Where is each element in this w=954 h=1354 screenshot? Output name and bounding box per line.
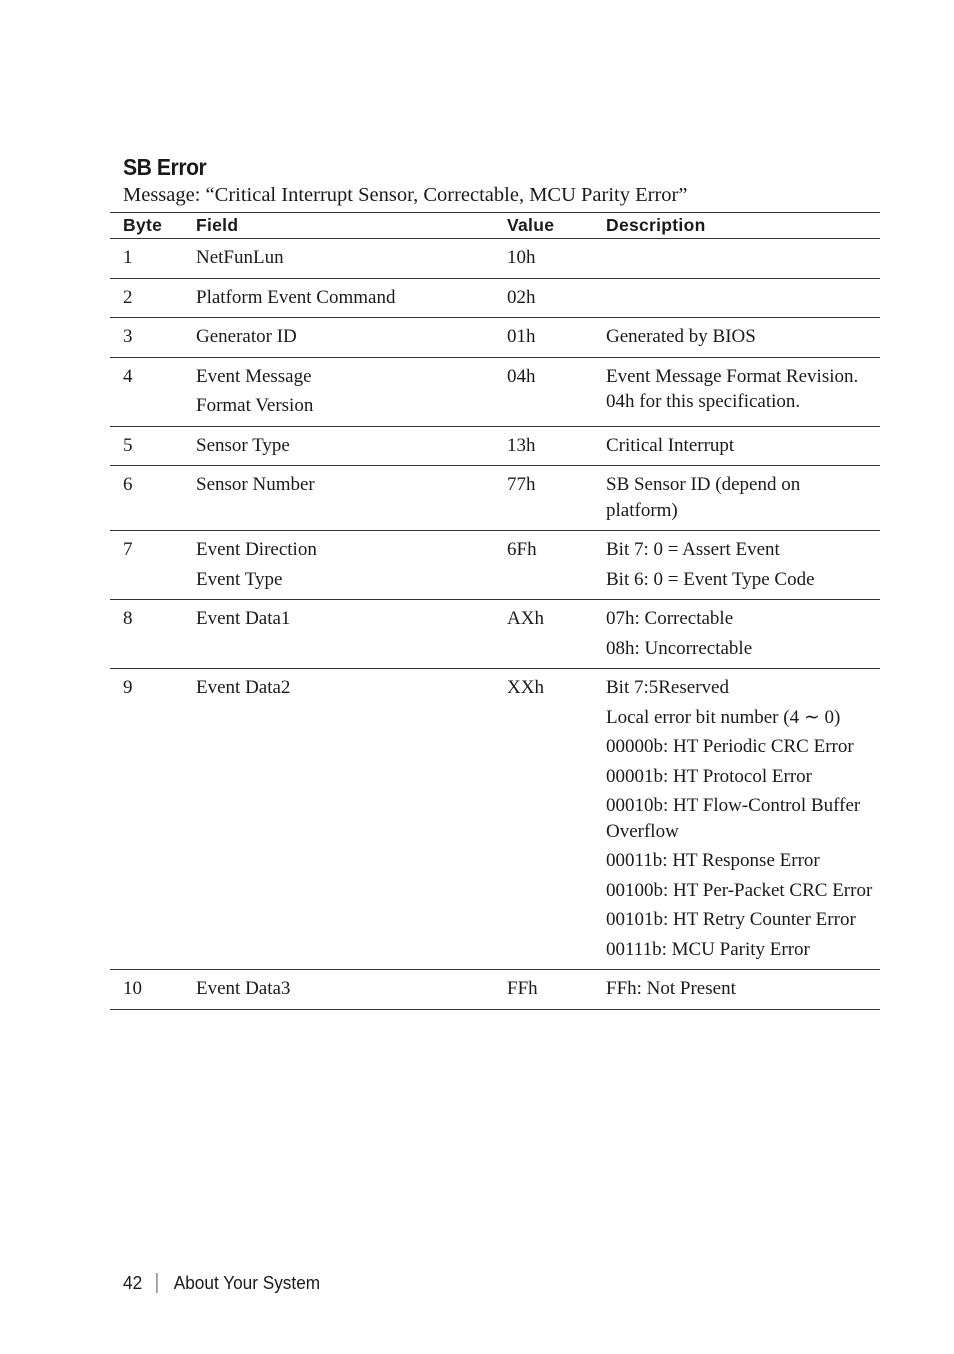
cell-description (593, 466, 880, 531)
description-line: 00101b: HT Retry Counter Error (606, 909, 856, 930)
cell-byte: 10 (123, 978, 142, 999)
cell-field (183, 357, 494, 426)
field-line: Sensor Number (196, 474, 315, 495)
cell-value: 10h (507, 247, 536, 268)
cell-value: 6Fh (507, 539, 537, 560)
table-row (110, 970, 880, 1010)
description-line: Critical Interrupt (606, 434, 735, 456)
field-line: Event Message (196, 365, 312, 387)
cell-description (593, 531, 880, 600)
description-line: Bit 6: 0 = Event Type Code (606, 568, 815, 590)
description-line: 00111b: MCU Parity Error (606, 938, 810, 960)
page-number: 42 (123, 1272, 143, 1293)
description-line: 00011b: HT Response Error (606, 850, 820, 871)
chapter-title: About Your System (173, 1272, 321, 1293)
header-description: Description (606, 215, 706, 235)
cell-field (183, 466, 494, 531)
description-line: SB Sensor ID (depend on platform) (606, 474, 801, 521)
table-header-row (110, 213, 880, 239)
cell-byte: 9 (123, 677, 133, 698)
table-row (110, 278, 880, 318)
field-line: Event Type (196, 568, 283, 590)
description-line: Local error bit number (4 ∼ 0) (606, 706, 841, 728)
header-field: Field (196, 215, 239, 235)
sel-format-table (110, 212, 880, 1010)
cell-description (593, 970, 880, 1010)
cell-value: 77h (507, 474, 536, 495)
table-row (110, 466, 880, 531)
cell-field (183, 531, 494, 600)
cell-description (593, 600, 880, 669)
table-row (110, 318, 880, 358)
cell-byte: 5 (123, 434, 133, 456)
cell-value: 13h (507, 434, 536, 456)
cell-field (183, 426, 494, 466)
field-line: NetFunLun (196, 247, 284, 268)
table-row (110, 600, 880, 669)
description-line: Event Message Format Revision. 04h for this specification. (606, 365, 859, 412)
field-line: Event Data1 (196, 608, 291, 629)
cell-value: 01h (507, 326, 536, 347)
field-line: Event Data3 (196, 978, 291, 999)
header-value: Value (507, 215, 555, 235)
cell-field (183, 970, 494, 1010)
cell-description (593, 278, 880, 318)
cell-value: FFh (507, 978, 538, 999)
cell-description (593, 239, 880, 279)
description-line: 08h: Uncorrectable (606, 637, 753, 659)
cell-byte: 1 (123, 247, 133, 268)
cell-field (183, 278, 494, 318)
header-byte: Byte (123, 215, 163, 235)
cell-value: 04h (507, 365, 536, 387)
description-line: 00001b: HT Protocol Error (606, 765, 812, 787)
cell-field (183, 318, 494, 358)
cell-field (183, 600, 494, 669)
field-line: Sensor Type (196, 434, 290, 456)
table-row (110, 239, 880, 279)
cell-description (593, 669, 880, 970)
cell-value: XXh (507, 677, 544, 698)
section-title: SB Error (123, 154, 207, 180)
description-line: 00000b: HT Periodic CRC Error (606, 736, 854, 757)
cell-byte: 4 (123, 365, 133, 387)
table-row (110, 531, 880, 600)
description-line: 07h: Correctable (606, 608, 734, 629)
cell-value: 02h (507, 286, 536, 308)
table-row (110, 669, 880, 970)
cell-byte: 7 (123, 539, 133, 560)
cell-byte: 8 (123, 608, 133, 629)
field-line: Generator ID (196, 326, 297, 347)
table-row (110, 426, 880, 466)
cell-field (183, 239, 494, 279)
field-line: Platform Event Command (196, 286, 396, 308)
cell-byte: 3 (123, 326, 133, 347)
description-line: Bit 7:5Reserved (606, 677, 729, 698)
cell-description (593, 318, 880, 358)
cell-description (593, 357, 880, 426)
description-line: 00010b: HT Flow-Control Buffer Overflow (606, 795, 861, 842)
message-text: Message: “Critical Interrupt Sensor, Correctable, MCU Parity Error” (123, 184, 688, 206)
field-line: Format Version (196, 395, 314, 416)
footer-divider (156, 1273, 157, 1293)
cell-field (183, 669, 494, 970)
field-line: Event Direction (196, 539, 317, 560)
cell-description (593, 426, 880, 466)
description-line: FFh: Not Present (606, 978, 736, 999)
description-line: Generated by BIOS (606, 326, 756, 347)
table-row (110, 357, 880, 426)
cell-value: AXh (507, 608, 544, 629)
description-line: Bit 7: 0 = Assert Event (606, 539, 780, 560)
field-line: Event Data2 (196, 677, 291, 698)
page-footer (123, 1272, 320, 1294)
description-line: 00100b: HT Per-Packet CRC Error (606, 879, 873, 901)
cell-byte: 2 (123, 286, 133, 308)
table-body (110, 239, 880, 1010)
cell-byte: 6 (123, 474, 133, 495)
